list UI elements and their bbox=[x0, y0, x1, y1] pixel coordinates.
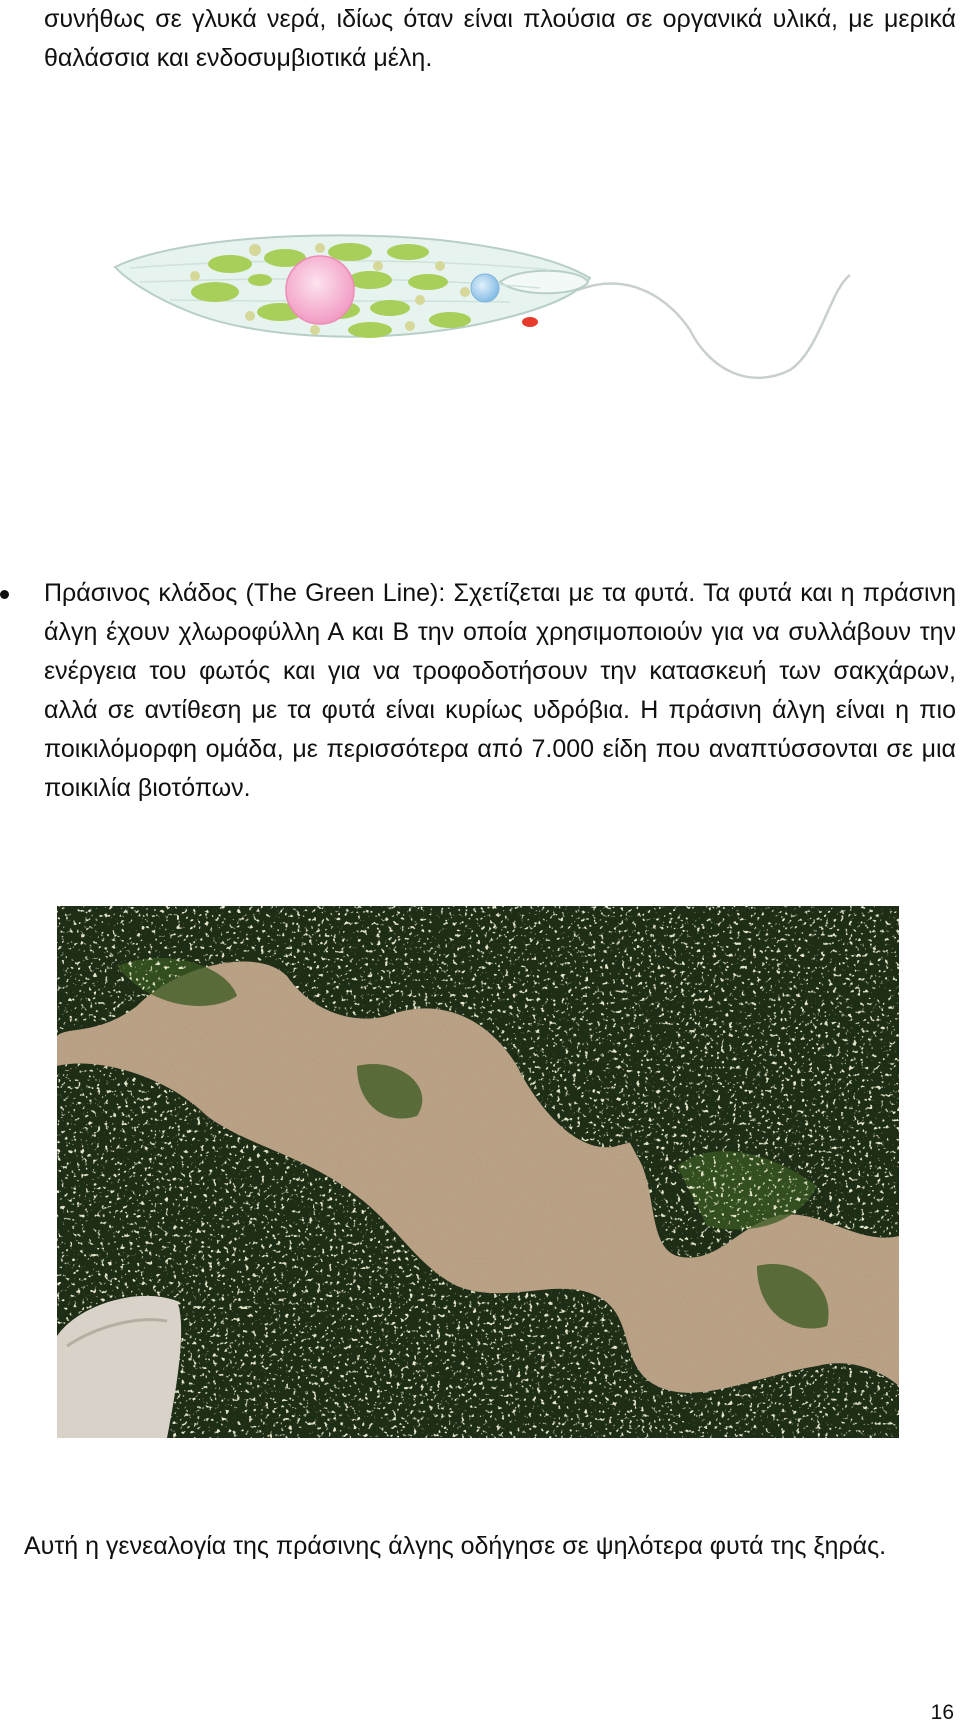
euglena-illustration bbox=[110, 230, 860, 400]
nucleus-shape bbox=[286, 256, 354, 324]
page-number: 16 bbox=[930, 1701, 954, 1724]
stigma-shape bbox=[522, 317, 538, 327]
closing-paragraph: Αυτή η γενεαλογία της πράσινης άλγης οδήγησε σε ψηλότερα φυτά της ξηράς. bbox=[24, 1532, 887, 1560]
bullet-paragraph: Πράσινος κλάδος (The Green Line): Σχετίζεται με τα φυτά. Τα φυτά και η πράσινη άλγη έχουν χλωροφύλλη Α και Β την οποία χρησιμοποιούν για να συλλάβουν την ενέργεια του φωτός και για να τροφοδοτήσουν την κατασκευή των σακχάρων, αλλά σε αντίθεση με τα φυτά είναι κυρίως υδρόβια. Η πράσινη άλγη είναι η πιο ποικιλόμορφη ομάδα, με περισσότερα από 7.000 είδη που αναπτύσσονται σε μια ποικιλία βιοτόπων. bbox=[44, 579, 956, 802]
green-algae-photo bbox=[57, 906, 899, 1438]
intro-paragraph: συνήθως σε γλυκά νερά, ιδίως όταν είναι πλούσια σε οργανικά υλικά, με μερικά θαλάσσια και ενδοσυμβιοτικά μέλη. bbox=[44, 5, 956, 72]
bullet-dot-icon bbox=[0, 590, 9, 599]
eyespot-shape bbox=[471, 274, 499, 302]
